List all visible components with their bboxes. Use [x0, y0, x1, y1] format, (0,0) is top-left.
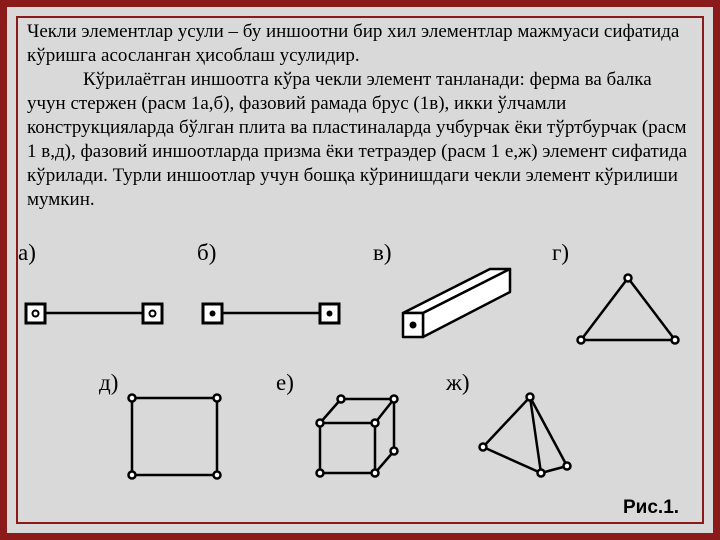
figure-label-v: в)	[373, 240, 392, 265]
figure-label-b: б)	[197, 240, 217, 265]
figure-zh-tetrahedron-element	[480, 394, 571, 477]
figure-caption: Рис.1.	[623, 497, 680, 518]
figure-label-a: а)	[18, 240, 36, 265]
figure-e-prism-element	[317, 396, 398, 477]
paragraph-2: Кўрилаётган иншоотга кўра чекли элемент танланади: ферма ва балка учун стержен (расм 1а,б), фазовий рамада брус (1в), икки ўлчамли конструкцияларда бўлган плита ва пластиналарда учбурчак ёки тўртбурчак (расм 1 в,д), фазовий иншоотларда призма ёки тетраэдер (расм 1 е,ж) элемент сифатида кўрилади. Турли иншоотлар учун бошқа кўринишдаги чекли элемент кўрилиши мумкин.	[27, 69, 688, 210]
figure-b-bar-element	[203, 304, 339, 323]
paragraph-1: Чекли элементлар усули – бу иншоотни бир хил элементлар мажмуаси сифатида кўришга асосланган ҳисоблаш усулидир.	[27, 21, 680, 66]
figure-g-triangle-element	[578, 275, 679, 344]
figure-v-beam-element	[403, 269, 510, 337]
figure-a-bar-element	[26, 304, 162, 323]
figure-label-g: г)	[552, 240, 570, 265]
figure-label-d: д)	[99, 370, 119, 395]
figure-d-rectangle-element	[129, 395, 221, 479]
figure-label-zh: ж)	[446, 370, 470, 395]
figure-label-e: е)	[276, 370, 294, 395]
